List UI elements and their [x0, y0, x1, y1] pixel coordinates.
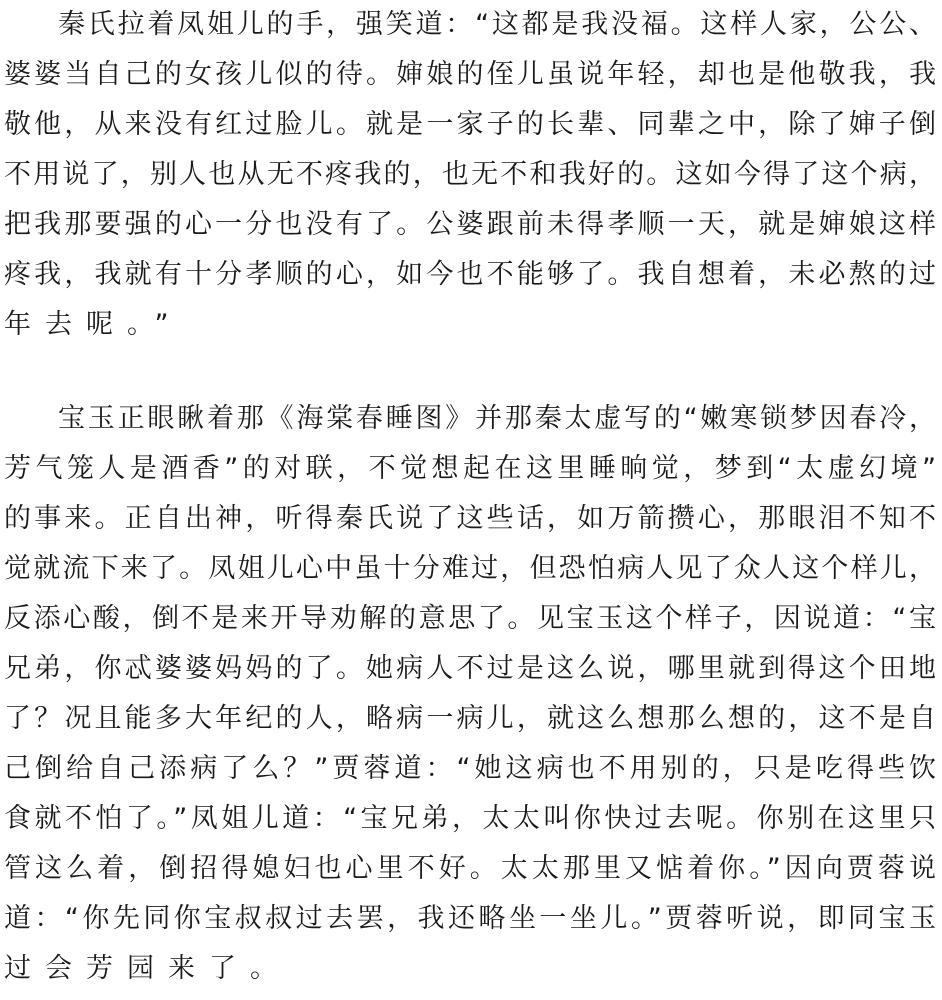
- text-line: 己倒给自己添病了么？”贾蓉道：“她这病也不用别的，只是吃得些饮: [4, 753, 936, 784]
- text-line: 了？况且能多大年纪的人，略病一病儿，就这么想那么想的，这不是自: [4, 703, 936, 734]
- text-line: 年去呢。”: [4, 309, 183, 340]
- text-line: 兄弟，你忒婆婆妈妈的了。她病人不过是这么说，哪里就到得这个田地: [4, 653, 936, 684]
- text-line: 觉就流下来了。凤姐儿心中虽十分难过，但恐怕病人见了众人这个样儿，: [4, 553, 936, 584]
- text-line: 食就不怕了。”凤姐儿道：“宝兄弟，太太叫你快过去呢。你别在这里只: [4, 803, 936, 834]
- text-line: 疼我，我就有十分孝顺的心，如今也不能够了。我自想着，未必熬的过: [4, 259, 936, 290]
- text-line: 反添心酸，倒不是来开导劝解的意思了。见宝玉这个样子，因说道：“宝: [4, 603, 936, 634]
- text-line: 管这么着，倒招得媳妇也心里不好。太太那里又惦着你。”因向贾蓉说: [4, 853, 936, 884]
- text-line: 不用说了，别人也从无不疼我的，也无不和我好的。这如今得了这个病，: [4, 159, 936, 190]
- text-line: 道：“你先同你宝叔叔过去罢，我还略坐一坐儿。”贾蓉听说，即同宝玉: [4, 903, 936, 934]
- paragraph: [0, 0, 942, 350]
- text-line: 把我那要强的心一分也没有了。公婆跟前未得孝顺一天，就是婶娘这样: [4, 209, 936, 240]
- text-line: 过会芳园来了。: [4, 953, 291, 984]
- paragraph: [0, 394, 942, 994]
- text-line: 的事来。正自出神，听得秦氏说了这些话，如万箭攒心，那眼泪不知不: [4, 503, 936, 534]
- text-line: 芳气笼人是酒香”的对联，不觉想起在这里睡晌觉，梦到“太虚幻境”: [4, 453, 936, 484]
- text-line: 秦氏拉着凤姐儿的手，强笑道：“这都是我没福。这样人家，公公、: [58, 9, 936, 40]
- text-line: 婆婆当自己的女孩儿似的待。婶娘的侄儿虽说年轻，却也是他敬我，我: [4, 59, 936, 90]
- text-line: 敬他，从来没有红过脸儿。就是一家子的长辈、同辈之中，除了婶子倒: [4, 109, 936, 140]
- text-line: 宝玉正眼瞅着那《海棠春睡图》并那秦太虚写的“嫩寒锁梦因春冷，: [58, 403, 936, 434]
